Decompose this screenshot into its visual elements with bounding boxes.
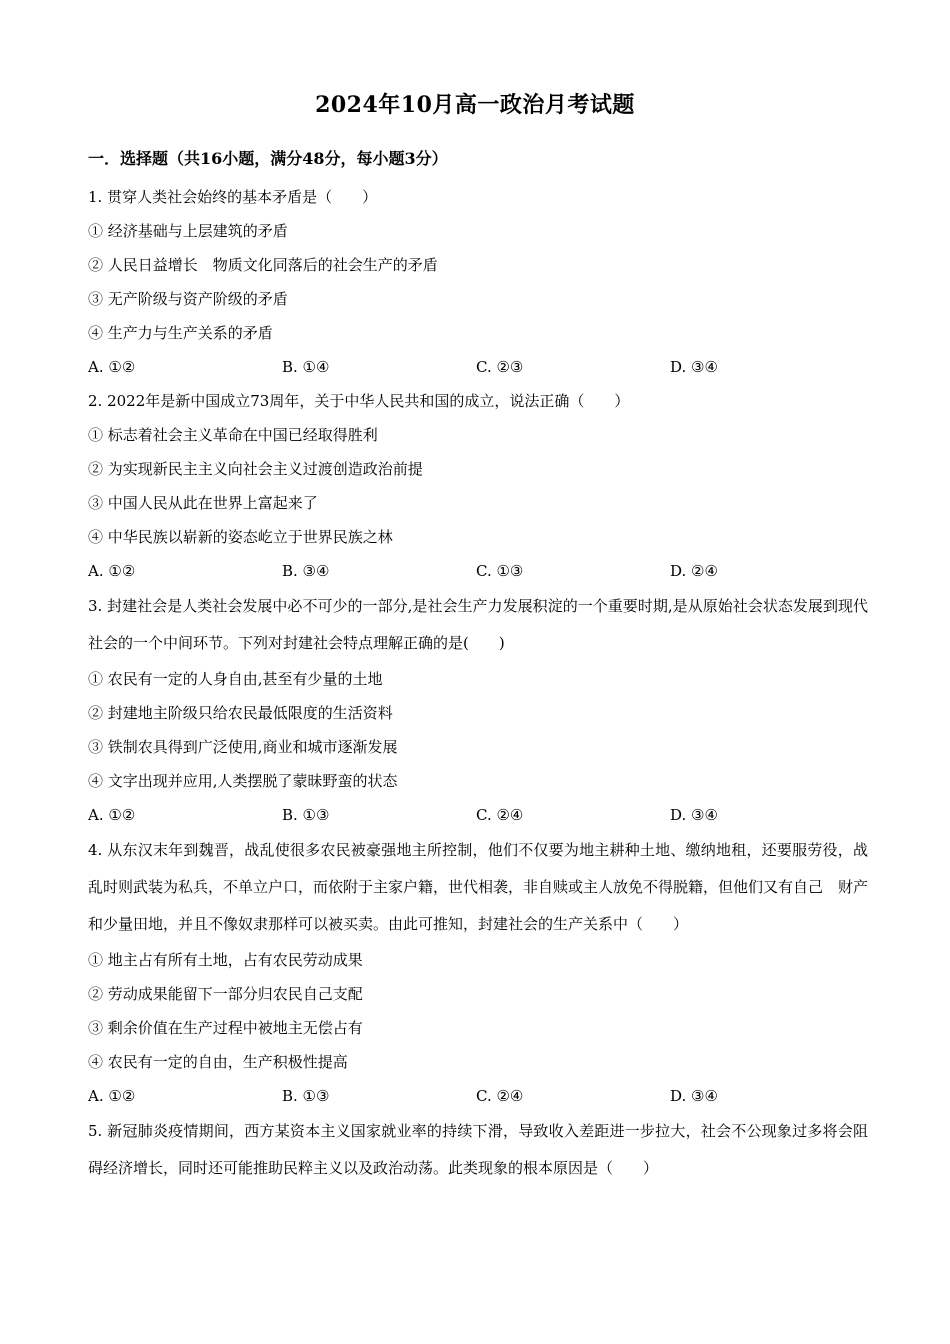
question-1 [88, 180, 868, 384]
statement: ④ 文字出现并应用,人类摆脱了蒙昧野蛮的状态 [88, 772, 398, 790]
statement: ④ 农民有一定的自由，生产积极性提高 [88, 1053, 348, 1071]
statement: ① 地主占有所有土地，占有农民劳动成果 [88, 951, 363, 969]
option-c: C. ②③ [476, 358, 524, 376]
option-d: D. ③④ [670, 1087, 718, 1105]
option-b: B. ①③ [282, 806, 330, 824]
statement: ② 人民日益增长 物质文化同落后的社会生产的矛盾 [88, 256, 438, 274]
statement: ② 为实现新民主主义向社会主义过渡创造政治前提 [88, 460, 423, 478]
answer-options [88, 1079, 868, 1113]
question-3 [88, 588, 868, 832]
statement: ② 封建地主阶级只给农民最低限度的生活资料 [88, 704, 393, 722]
statement: ④ 中华民族以崭新的姿态屹立于世界民族之林 [88, 528, 393, 546]
question-2 [88, 384, 868, 588]
statement: ④ 生产力与生产关系的矛盾 [88, 324, 273, 342]
option-d: D. ③④ [670, 806, 718, 824]
option-a: A. ①② [88, 1087, 136, 1105]
option-b: B. ③④ [282, 562, 330, 580]
question-stem: 3. 封建社会是人类社会发展中必不可少的一部分,是社会生产力发展积淀的一个重要时期,是从原始社会状态发展到现代社会的一个中间环节。下列对封建社会特点理解正确的是( ) [88, 597, 868, 652]
question-stem: 4. 从东汉末年到魏晋，战乱使很多农民被豪强地主所控制，他们不仅要为地主耕种土地、缴纳地租，还要服劳役，战乱时则武装为私兵，不单立户口，而依附于主家户籍，世代相袭，非自赎或主人放免不得脱籍，但他们又有自己 财产和少量田地，并且不像奴隶那样可以被买卖。由此可推知，封建社会的生产关系中（ ） [88, 841, 869, 933]
option-c: C. ①③ [476, 562, 524, 580]
option-b: B. ①④ [282, 358, 330, 376]
question-stem: 1. 贯穿人类社会始终的基本矛盾是（ ） [88, 188, 378, 206]
statement: ② 劳动成果能留下一部分归农民自己支配 [88, 985, 363, 1003]
answer-options [88, 350, 868, 384]
statement: ① 标志着社会主义革命在中国已经取得胜利 [88, 426, 378, 444]
option-a: A. ①② [88, 358, 136, 376]
statement: ③ 无产阶级与资产阶级的矛盾 [88, 290, 288, 308]
question-stem: 5. 新冠肺炎疫情期间，西方某资本主义国家就业率的持续下滑，导致收入差距进一步拉大，社会不公现象过多将会阻碍经济增长，同时还可能推助民粹主义以及政治动荡。此类现象的根本原因是（ ） [88, 1122, 868, 1177]
option-c: C. ②④ [476, 806, 524, 824]
statement: ① 经济基础与上层建筑的矛盾 [88, 222, 288, 240]
option-b: B. ①③ [282, 1087, 330, 1105]
question-list [88, 180, 868, 1187]
answer-options [88, 554, 868, 588]
option-d: D. ②④ [670, 562, 718, 580]
statement: ③ 剩余价值在生产过程中被地主无偿占有 [88, 1019, 363, 1037]
option-a: A. ①② [88, 562, 136, 580]
answer-options [88, 798, 868, 832]
question-5 [88, 1113, 868, 1187]
option-a: A. ①② [88, 806, 136, 824]
option-c: C. ②④ [476, 1087, 524, 1105]
statement: ① 农民有一定的人身自由,甚至有少量的土地 [88, 670, 383, 688]
statement: ③ 中国人民从此在世界上富起来了 [88, 494, 318, 512]
page-title: 2024年10月高一政治月考试题 [315, 92, 635, 118]
question-4 [88, 832, 868, 1113]
section-heading: 一．选择题（共16小题，满分48分，每小题3分） [88, 149, 448, 168]
statement: ③ 铁制农具得到广泛使用,商业和城市逐渐发展 [88, 738, 398, 756]
option-d: D. ③④ [670, 358, 718, 376]
question-stem: 2. 2022年是新中国成立73周年，关于中华人民共和国的成立，说法正确（ ） [88, 392, 630, 410]
